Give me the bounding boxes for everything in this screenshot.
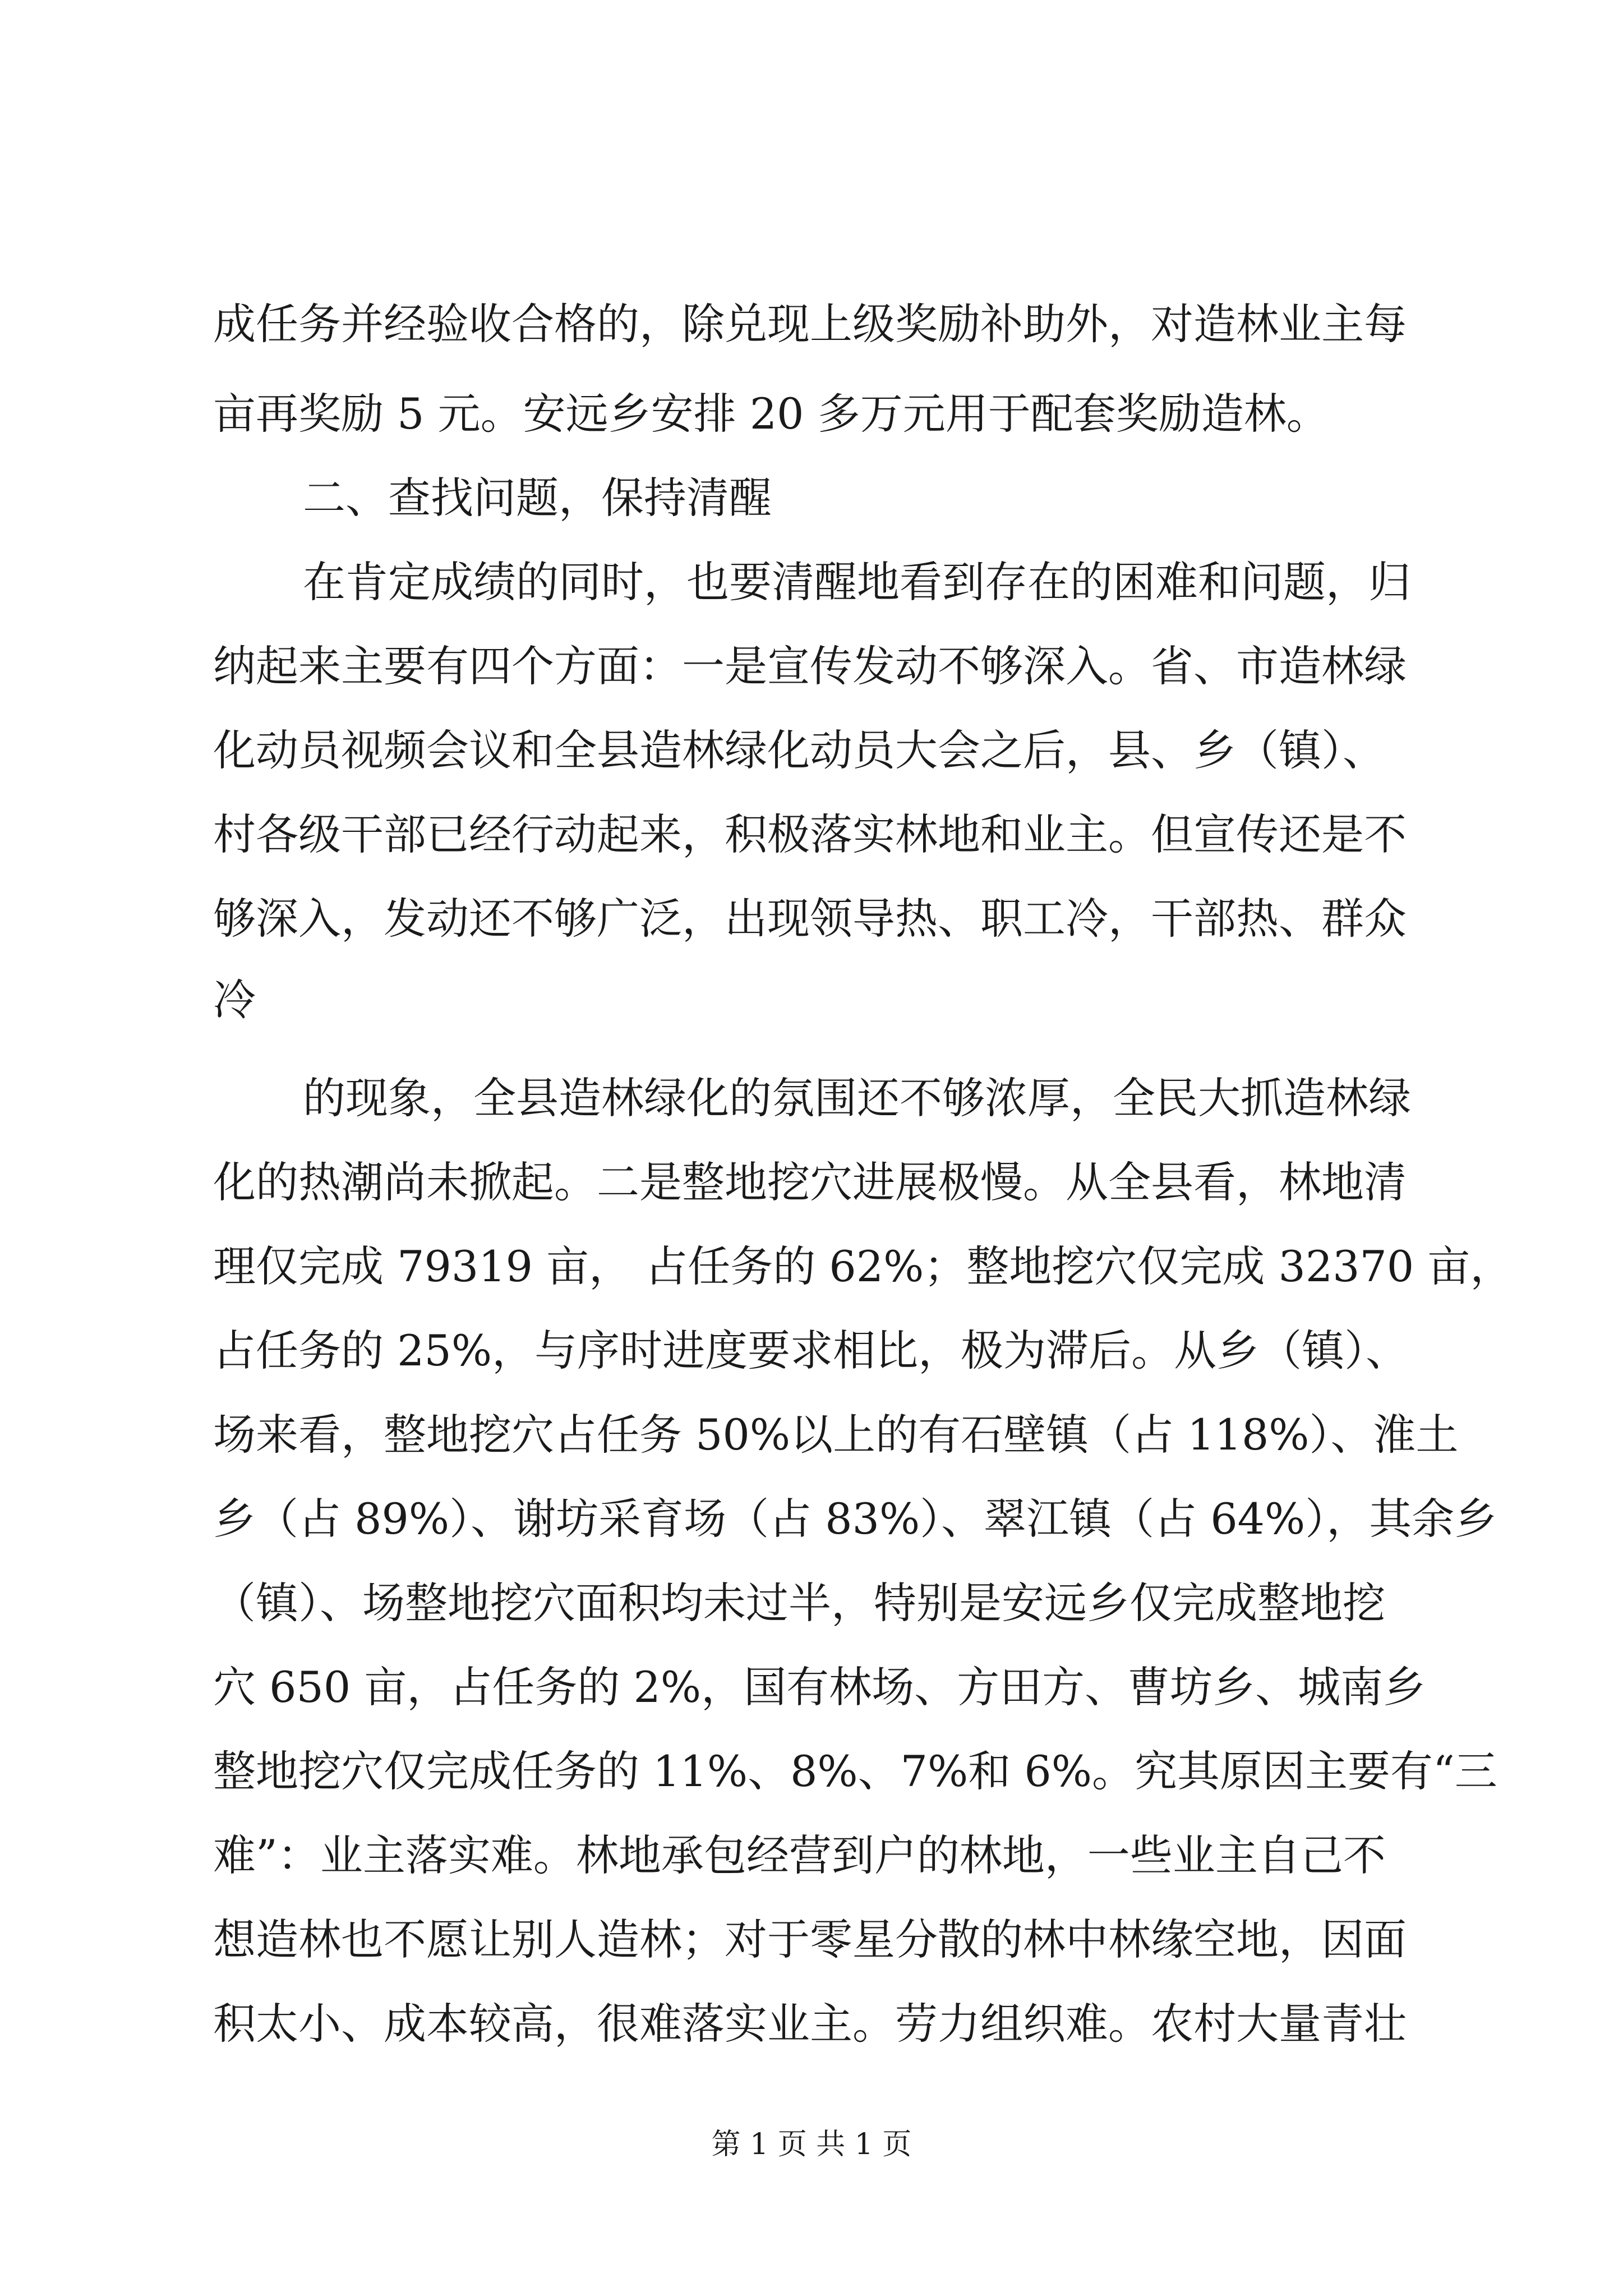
body-line: 乡（占 89%）、谢坊采育场（占 83%）、翠江镇（占 64%），其余乡 <box>213 1494 1497 1544</box>
body-line: 占任务的 25%，与序时进度要求相比，极为滞后。从乡（镇）、 <box>213 1326 1409 1375</box>
body-line: 冷 <box>213 975 256 1025</box>
body-line: 在肯定成绩的同时，也要清醒地看到存在的困难和问题，归 <box>303 557 1411 607</box>
body-line: 化的热潮尚未掀起。二是整地挖穴进展极慢。从全县看，林地清 <box>213 1157 1407 1207</box>
section-heading: 二、查找问题，保持清醒 <box>303 473 772 523</box>
body-line: 亩再奖励 5 元。安远乡安排 20 多万元用于配套奖励造林。 <box>213 389 1329 439</box>
body-line: 理仅完成 79319 亩， 占任务的 62%；整地挖穴仅完成 32370 亩， <box>213 1241 1513 1291</box>
body-line: 的现象，全县造林绿化的氛围还不够浓厚，全民大抓造林绿 <box>303 1073 1411 1123</box>
body-line: 纳起来主要有四个方面：一是宣传发动不够深入。省、市造林绿 <box>213 641 1407 691</box>
body-line: 村各级干部已经行动起来，积极落实林地和业主。但宣传还是不 <box>213 809 1407 859</box>
body-line: 想造林也不愿让别人造林；对于零星分散的林中林缘空地，因面 <box>213 1915 1407 1964</box>
body-line: 够深入，发动还不够广泛，出现领导热、职工冷，干部热、群众 <box>213 894 1407 944</box>
body-line: 整地挖穴仅完成任务的 11%、8%、7%和 6%。究其原因主要有“三 <box>213 1746 1497 1796</box>
body-line: 穴 650 亩，占任务的 2%，国有林场、方田方、曹坊乡、城南乡 <box>213 1662 1426 1712</box>
body-line: 积太小、成本较高，很难落实业主。劳力组织难。农村大量青壮 <box>213 1999 1407 2049</box>
page-footer: 第 1 页 共 1 页 <box>711 2128 912 2161</box>
body-line: 成任务并经验收合格的，除兑现上级奖励补助外，对造林业主每 <box>213 299 1407 349</box>
body-line: 化动员视频会议和全县造林绿化动员大会之后，县、乡（镇）、 <box>213 725 1385 775</box>
body-line: （镇）、场整地挖穴面积均未过半，特别是安远乡仅完成整地挖 <box>213 1578 1385 1628</box>
body-line: 场来看，整地挖穴占任务 50%以上的有石壁镇（占 118%）、淮土 <box>213 1410 1459 1460</box>
body-line: 难”：业主落实难。林地承包经营到户的林地，一些业主自己不 <box>213 1830 1386 1880</box>
